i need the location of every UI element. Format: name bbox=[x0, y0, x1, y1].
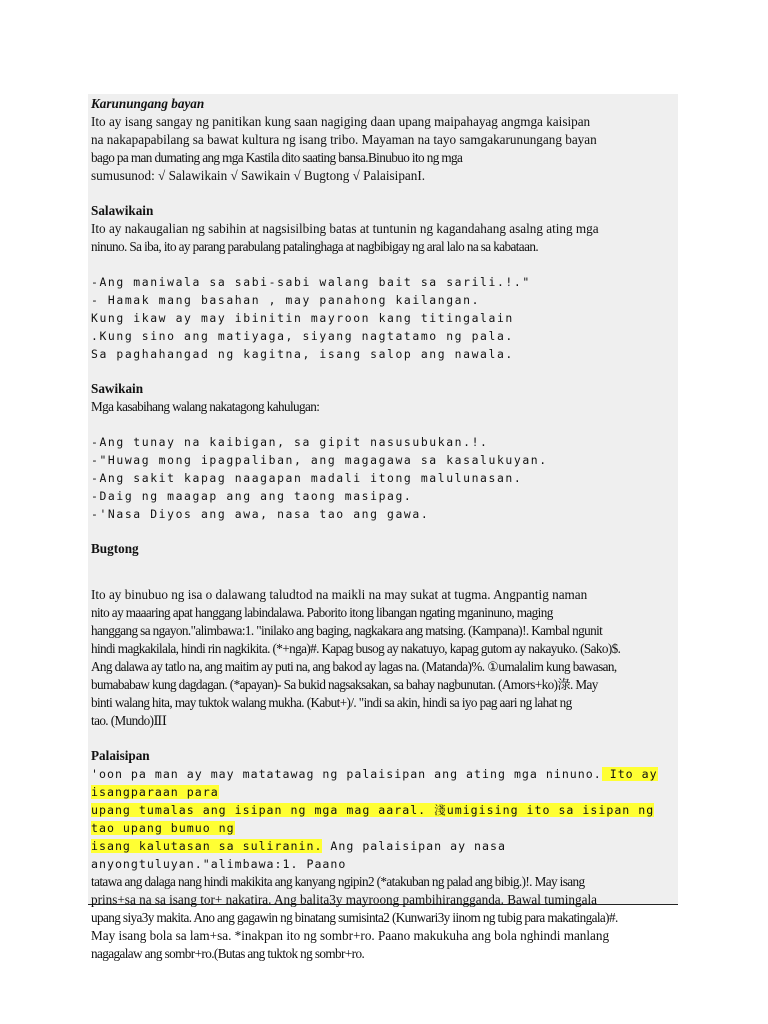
paragraph-line: tatawa ang dalaga nang hindi makikita ang kanyang ngipin2 (*atakuban ng palad ang bibig.)!. May isang bbox=[91, 874, 585, 889]
section-title-sawikain: Sawikain bbox=[91, 381, 144, 396]
paragraph-line: binti walang hita, may tuktok walang mukha. (Kabut+)/. "indi sa akin, hindi sa iyo pag aari ng lahat ng bbox=[91, 695, 572, 710]
paragraph-line: May isang bola sa lam+sa. *inakpan ito ng sombr+ro. Paano makukuha ang bola nghindi manlang bbox=[91, 928, 610, 943]
document-content bbox=[91, 95, 676, 963]
list-item: Sa paghahangad ng kagitna, isang salop ang nawala. bbox=[91, 347, 514, 361]
spacer bbox=[91, 730, 676, 747]
list-item: - Hamak mang basahan , may panahong kailangan. bbox=[91, 293, 481, 307]
paragraph-line bbox=[91, 765, 676, 801]
section-title-salawikain: Salawikain bbox=[91, 203, 154, 218]
list-item: -"Huwag mong ipagpaliban, ang magagawa sa kasalukuyan. bbox=[91, 453, 548, 467]
paragraph-line: na nakapapabilang sa bawat kultura ng isang tribo. Mayaman na tayo samgakarunungang bayan bbox=[91, 132, 597, 147]
paragraph-line bbox=[91, 801, 676, 837]
paragraph-line: nito ay maaaring apat hanggang labindalawa. Paborito itong libangan ngating mganinuno, maging bbox=[91, 605, 553, 620]
paragraph-line: Ang dalawa ay tatlo na, ang maitim ay puti na, ang bakod ay lagas na. (Matanda)%. ①umalalim kung bawasan, bbox=[91, 659, 617, 674]
list-item: -Ang maniwala sa sabi-sabi walang bait sa sarili.!." bbox=[91, 275, 531, 289]
sawikain-list bbox=[91, 433, 676, 523]
spacer bbox=[91, 185, 676, 202]
list-item: -Daig ng maagap ang ang taong masipag. bbox=[91, 489, 413, 503]
paragraph-line: hanggang sa ngayon."alimbawa:1. "inilako ang baging, nagkakara ang matsing. (Kampana)!. Kambal ngunit bbox=[91, 623, 603, 638]
section-title-karunungang-bayan: Karunungang bayan bbox=[91, 96, 205, 111]
spacer bbox=[91, 523, 676, 540]
spacer bbox=[91, 558, 676, 586]
paragraph-line: tao. (Mundo)ⅡⅠ bbox=[91, 713, 167, 728]
list-item: -Ang sakit kapag naagapan madali itong malulunasan. bbox=[91, 471, 523, 485]
list-item: -Ang tunay na kaibigan, sa gipit nasusubukan.!. bbox=[91, 435, 489, 449]
document-page bbox=[88, 94, 678, 961]
paragraph-line: Ito ay isang sangay ng panitikan kung saan nagiging daan upang maipahayag angmga kaisipan bbox=[91, 114, 591, 129]
paragraph-line: hindi magkakilala, hindi rin nagkikita. (*+nga)#. Kapag busog ay nakatuyo, kapag gutom ay nakayuko. (Sako)$. bbox=[91, 641, 621, 656]
paragraph-line: nagagalaw ang sombr+ro.(Butas ang tuktok ng sombr+ro. bbox=[91, 946, 365, 961]
section-title-palaisipan: Palaisipan bbox=[91, 748, 150, 763]
highlighted-text: Ito ay isangparaan para bbox=[91, 767, 658, 799]
palaisipan-text: 'oon pa man ay may matatawag ng palaisipan ang ating mga ninuno. bbox=[91, 767, 602, 781]
paragraph-line: Ito ay nakaugalian ng sabihin at nagsisilbing batas at tuntunin ng kagandahang asalng ating mga bbox=[91, 221, 599, 236]
paragraph-line: bago pa man dumating ang mga Kastila dito saating bansa.Binubuo ito ng mga bbox=[91, 150, 463, 165]
spacer bbox=[91, 416, 676, 433]
list-item: -'Nasa Diyos ang awa, nasa tao ang gawa. bbox=[91, 507, 430, 521]
paragraph-line bbox=[91, 837, 676, 873]
paragraph-line: prins+sa na sa isang tor+ nakatira. Ang balita3y mayroong pambihirangganda. Bawal tumingala bbox=[91, 892, 597, 907]
section-title-bugtong: Bugtong bbox=[91, 541, 139, 556]
paragraph-line: Ito ay binubuo ng isa o dalawang taludtod na maikli na may sukat at tugma. Angpantig naman bbox=[91, 587, 588, 602]
list-item: Kung ikaw ay may ibinitin mayroon kang titingalain bbox=[91, 311, 514, 325]
highlighted-text: isang kalutasan sa suliranin. bbox=[91, 839, 323, 853]
salawikain-list bbox=[91, 273, 676, 363]
paragraph-line: Mga kasabihang walang nakatagong kahulugan: bbox=[91, 399, 320, 414]
list-item: .Kung sino ang matiyaga, siyang nagtatamo ng pala. bbox=[91, 329, 514, 343]
spacer bbox=[91, 363, 676, 380]
palaisipan-text: Ang palaisipan ay nasa anyongtuluyan."alimbawa:1. Paano bbox=[91, 839, 506, 871]
paragraph-line: sumusunod: √ Salawikain √ Sawikain √ Bugtong √ PalaisipanI. bbox=[91, 168, 426, 183]
spacer bbox=[91, 256, 676, 273]
paragraph-line: upang siya3y makita. Ano ang gagawin ng binatang sumisinta2 (Kunwari3y iinom ng tubig para makatingala)#. bbox=[91, 910, 618, 925]
paragraph-line: ninuno. Sa iba, ito ay parang parabulang patalinghaga at nagbibigay ng aral lalo na sa kabataan. bbox=[91, 239, 539, 254]
highlighted-text: upang tumalas ang isipan ng mga mag aaral. 淺umigising ito sa isipan ng tao upang bumuo ng bbox=[91, 803, 655, 835]
paragraph-line: bumababaw kung dagdagan. (*apayan)- Sa bukid nagsaksakan, sa bahay nagbunutan. (Amors+ko)淥. May bbox=[91, 677, 598, 692]
